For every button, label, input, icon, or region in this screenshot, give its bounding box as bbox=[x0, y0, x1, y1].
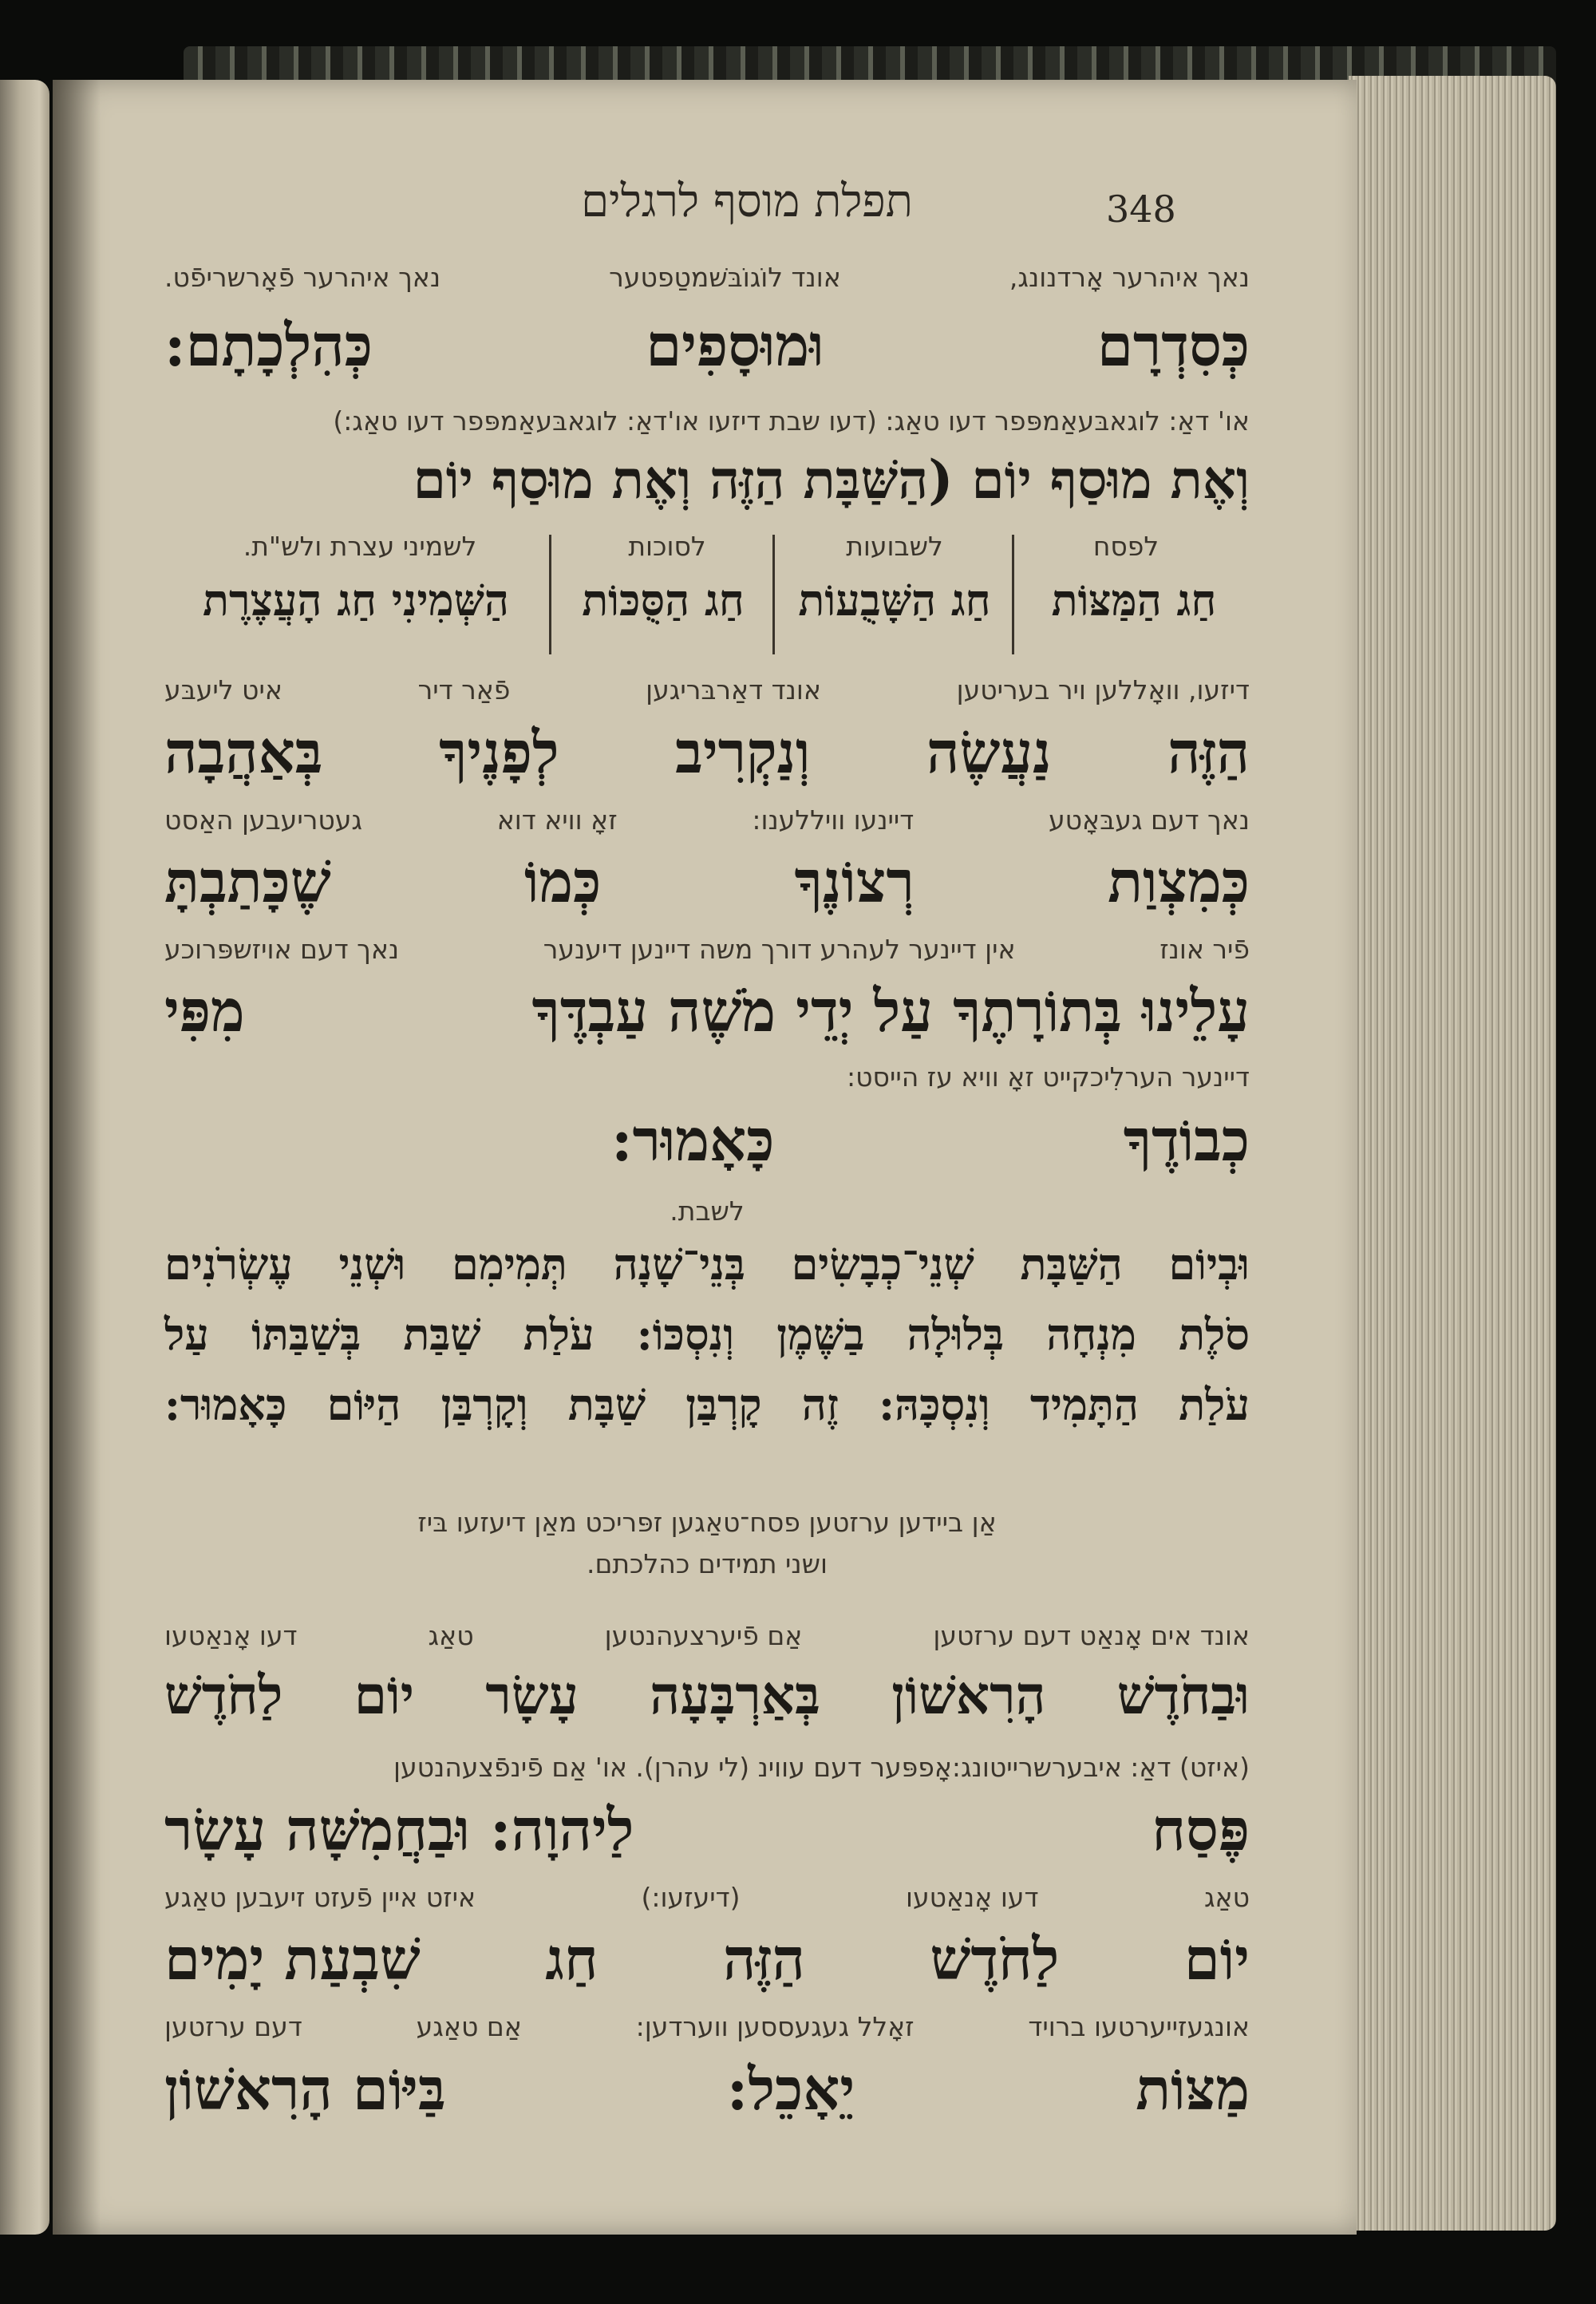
gloss-word: טאַג bbox=[1203, 1882, 1250, 1913]
hebrew-phrase: עָלֵינוּ בְּתוֹרָתֶךָ עַל יְדֵי מֹשֶׁה עַבְדֶּךָ bbox=[531, 977, 1250, 1045]
verse-line-2: סֹלֶת מִנְחָה בְּלוּלָה בַשֶּׁמֶן וְנִסְכּוֹ: עֹלַת שַׁבַּת בְּשַׁבַּתּוֹ עַל bbox=[164, 1309, 1250, 1360]
gloss-word: געטריעבען האַסט bbox=[164, 804, 362, 836]
gloss-word: דיינעו וויללענו: bbox=[752, 804, 915, 836]
book-page bbox=[53, 80, 1357, 2235]
gloss-word: פֿיר אונז bbox=[1159, 934, 1250, 965]
gloss-line-9 bbox=[164, 1882, 1250, 1913]
gloss-line-6: דיינער הערלִיכקייט זאָ וויא עז הייסט: bbox=[847, 1061, 1250, 1093]
hebrew-phrase: לַיהוָה: וּבַחֲמִשָּׁה עָשָׂר bbox=[164, 1796, 634, 1863]
hebrew-word: רְצוֹנֶךָ bbox=[794, 848, 915, 915]
page-number: 348 bbox=[1106, 188, 1176, 231]
hebrew-word: כְּסִדְרָם bbox=[1096, 311, 1250, 379]
gloss-word: נאך דעם געבּאָטע bbox=[1049, 804, 1250, 836]
festival-table bbox=[164, 531, 1250, 666]
pesach-note-2: ושני תמידים כהלכתם. bbox=[586, 1548, 828, 1579]
table-divider bbox=[549, 535, 551, 654]
gloss-line-1 bbox=[164, 262, 1250, 293]
gloss-word: נאך דעם אויזשפּרוכע bbox=[164, 934, 400, 965]
verse-line-3: עֹלַת הַתָּמִיד וְנִסְכָּהּ: זֶה קָרְבַּן שַׁבָּת וְקָרְבַּן הַיּוֹם כָּאָמוּר: bbox=[164, 1379, 1250, 1430]
text-line-6 bbox=[611, 1106, 1250, 1175]
gloss-word: טאַג bbox=[428, 1620, 474, 1651]
gloss-line-3 bbox=[164, 674, 1250, 705]
gloss-word: אַם פֿיערצעהנטען bbox=[604, 1620, 803, 1651]
festival-label: לסוכות bbox=[628, 531, 706, 562]
hebrew-word: יוֹם bbox=[1183, 1925, 1250, 1993]
gloss-line-8: (איזט) דאַ: איבערשרייטונג:אָפפּער דעם עווינ (לי עהרן). או' אַם פֿינפֿצעהנטען bbox=[393, 1752, 1250, 1783]
left-page-edge bbox=[0, 80, 49, 2235]
gloss-word: דעם ערזטען bbox=[164, 2011, 302, 2042]
hebrew-word: יֵאָכֵל: bbox=[726, 2055, 855, 2123]
festival-name: הַשְּׁמִינִי חַג הָעֲצֶרֶת bbox=[203, 575, 509, 626]
gloss-line-5 bbox=[164, 934, 1250, 965]
text-line-7: וּבַחֹדֶשׁ הָרִאשׁוֹן בְּאַרְבָּעָה עָשָׂר יוֹם לַחֹדֶשׁ bbox=[164, 1664, 1250, 1726]
festival-label: לשמיני עצרת ולש"ת. bbox=[243, 531, 477, 562]
hebrew-word: מַצּוֹת bbox=[1136, 2055, 1250, 2123]
page-title: תפלת מוסף לרגלים bbox=[581, 176, 913, 227]
hebrew-word: כְבוֹדֶךָ bbox=[1123, 1106, 1250, 1174]
pesach-note-1: אַן ביידען ערזטען פסח־טאַגען זפּריכט מאַן דיעזעו בּיז bbox=[417, 1507, 997, 1538]
page-fore-edge bbox=[1349, 76, 1556, 2231]
hebrew-word: מִפִּי bbox=[164, 977, 245, 1045]
text-line-5 bbox=[164, 977, 1250, 1045]
hebrew-word: כְּמוֹ bbox=[523, 848, 602, 915]
gloss-word: אונד אים אָנאַט דעם ערזטען bbox=[933, 1620, 1250, 1651]
gloss-word: זאָלל געגעססען ווערדען: bbox=[635, 2011, 915, 2042]
text-line-2: וְאֶת מוּסַף יוֹם (הַשַּׁבָּת הַזֶּה וְאֶת מוּסַף יוֹם bbox=[413, 449, 1250, 511]
hebrew-word: הַזֶּה bbox=[1167, 718, 1250, 786]
text-line-3 bbox=[164, 718, 1250, 787]
hebrew-word: חַג bbox=[545, 1925, 598, 1993]
festival-label: לשבועות bbox=[846, 531, 943, 562]
gloss-word: דעו אָנאַטעו bbox=[164, 1620, 298, 1651]
hebrew-phrase: בַּיּוֹם הָרִאשׁוֹן bbox=[164, 2055, 446, 2123]
hebrew-word: וּמוּסָפִים bbox=[646, 311, 824, 379]
gloss-line-10 bbox=[164, 2011, 1250, 2042]
gloss-word: אַם טאַגע bbox=[416, 2011, 522, 2042]
gloss-word: נאך איהרער פֿאָרשריפֿט. bbox=[164, 262, 441, 293]
gloss-word: דיזעו, וואָללען ויר בעריטען bbox=[956, 674, 1250, 705]
gloss-word: אונגעזייערטעו ברויד bbox=[1028, 2011, 1250, 2042]
text-line-9 bbox=[164, 1925, 1250, 1994]
gloss-word: פֿאַר דיר bbox=[417, 674, 511, 705]
festival-name: חַג הַסֻּכּוֹת bbox=[582, 575, 745, 626]
hebrew-word: שֶׁכָּתַבְתָּ bbox=[164, 848, 331, 915]
gloss-word: איט ליעבּע bbox=[164, 674, 282, 705]
hebrew-word: פֶּסַח bbox=[1152, 1796, 1250, 1863]
text-line-4 bbox=[164, 848, 1250, 916]
hebrew-word: לַחֹדֶשׁ bbox=[930, 1925, 1060, 1993]
text-line-8 bbox=[164, 1796, 1250, 1864]
table-divider bbox=[772, 535, 775, 654]
hebrew-word: בְּאַהֲבָה bbox=[164, 718, 323, 786]
hebrew-word: לְפָנֶיךָ bbox=[439, 718, 559, 786]
hebrew-word: הַזֶּה bbox=[723, 1925, 805, 1993]
gloss-word: איזט איין פֿעזט זיעבען טאַגע bbox=[164, 1882, 476, 1913]
gloss-word: אונד לוֹגוֹבּשׁמטַפטער bbox=[609, 262, 841, 293]
hebrew-word: שִׁבְעַת יָמִים bbox=[164, 1925, 421, 1993]
gloss-word: (דיעזעו:) bbox=[641, 1882, 741, 1913]
gloss-word: אין דיינער לעהרע דורך משה דיינען דיענער bbox=[543, 934, 1016, 965]
gloss-word: נאך איהרער אָרדנונג, bbox=[1009, 262, 1250, 293]
hebrew-word: וְנַקְרִיב bbox=[675, 718, 811, 786]
table-divider bbox=[1012, 535, 1014, 654]
gloss-word: אונד דאַרבּריגען bbox=[646, 674, 821, 705]
festival-name: חַג הַמַּצּוֹת bbox=[1051, 575, 1217, 626]
verse-line-1: וּבְיוֹם הַשַּׁבָּת שְׁנֵי־כְבָשִׂים בְּנֵי־שָׁנָה תְּמִימִם וּשְׁנֵי עֶשְׂרֹנִים bbox=[164, 1239, 1250, 1290]
shabbat-label: לשבת. bbox=[670, 1195, 745, 1227]
gloss-word: דעו אָנאַטעו bbox=[905, 1882, 1039, 1913]
gloss-line-4 bbox=[164, 804, 1250, 836]
text-line-1 bbox=[164, 311, 1250, 380]
hebrew-word: כְּמִצְוַת bbox=[1108, 848, 1250, 915]
hebrew-word: כְּהִלְכָתָם: bbox=[164, 311, 373, 379]
festival-label: לפסח bbox=[1092, 531, 1159, 562]
gloss-line-2: או' דאַ: לוגאבּעאַמפּפר דעו טאַג: (דעו שבת דיזעו או'דאַ: לוגאבּעאַמפּפר דעו טאַג:) bbox=[333, 405, 1250, 437]
festival-name: חַג הַשָּׁבֻעוֹת bbox=[798, 575, 991, 626]
hebrew-word: נַעֲשֶׂה bbox=[926, 718, 1052, 786]
text-line-10 bbox=[164, 2055, 1250, 2124]
hebrew-word: כָּאָמוּר: bbox=[611, 1106, 775, 1174]
spine-shadow bbox=[53, 80, 101, 2235]
gloss-line-7 bbox=[164, 1620, 1250, 1651]
gloss-word: זאָ וויא דוא bbox=[496, 804, 618, 836]
